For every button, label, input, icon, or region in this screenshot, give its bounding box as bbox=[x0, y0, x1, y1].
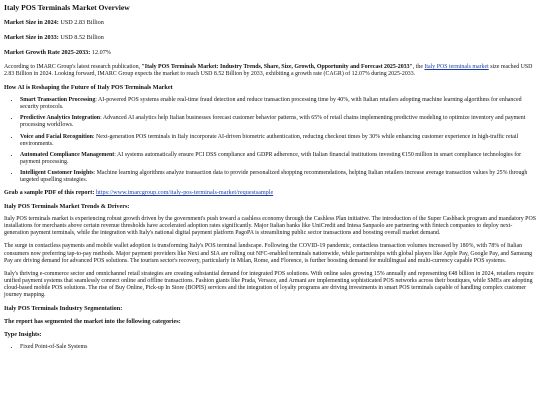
sample-pdf-link[interactable]: https://www.imarcgroup.com/italy-pos-terminals-market/requestsample bbox=[95, 189, 274, 197]
stat-label: Market Size in 2033: bbox=[4, 34, 59, 41]
list-item bbox=[20, 152, 536, 166]
ai-section-heading: How AI is Reshaping the Future of Italy POS Terminals Market bbox=[4, 84, 173, 92]
item-title: Predictive Analytics Integration bbox=[20, 115, 101, 122]
item-text: : AI systems automatically ensure PCI DSS compliance and GDPR adherence, with Italian financial institutions investing €150 million in smart compliance technologies for payment processing. bbox=[20, 151, 522, 165]
stat-value: USD 2.83 Billion bbox=[60, 19, 104, 26]
market-size-2033 bbox=[4, 34, 536, 42]
segmentation-heading: Italy POS Terminals Industry Segmentation: bbox=[4, 305, 123, 313]
item-text: : Machine learning algorithms analyze transaction data to provide personalized shopping recommendations, helping Italian retailers increase average transaction values by 25% through targeted upselling strategies. bbox=[20, 169, 528, 184]
type-list bbox=[4, 344, 536, 351]
item-title: Intelligent Customer Insights bbox=[20, 169, 94, 176]
sample-request bbox=[4, 189, 536, 197]
item-text: : AI-powered POS systems enable real-time fraud detection and reduce transaction processing time by 40%, with Italian retailers adopting machine learning algorithms for enhanced security protocols. bbox=[20, 97, 522, 111]
type-insights-heading: Type Insights: bbox=[4, 331, 42, 339]
ai-list bbox=[4, 97, 536, 184]
market-growth-rate bbox=[4, 49, 536, 57]
market-size-2024 bbox=[4, 19, 536, 27]
trends-heading: Italy POS Terminals Market Trends & Drivers: bbox=[4, 203, 130, 211]
intro-text: According to IMARC Group's latest research publication, bbox=[4, 64, 142, 70]
market-report-link[interactable]: Italy POS terminals market bbox=[424, 64, 489, 70]
stat-value: 12.07% bbox=[91, 49, 111, 56]
stat-label: Market Growth Rate 2025-2033: bbox=[4, 49, 91, 56]
list-item bbox=[20, 97, 536, 111]
intro-text: , the bbox=[412, 64, 425, 70]
segmentation-intro: The report has segmented the market into the following categories: bbox=[4, 318, 181, 326]
list-item: • Fixed Point-of-Sale Systems bbox=[20, 344, 536, 351]
stat-label: Market Size in 2024: bbox=[4, 19, 59, 26]
item-title: Automated Compliance Management bbox=[20, 151, 115, 158]
intro-text: size reached USD 2.83 Billion in 2024. Looking forward, IMARC Group expects the market to reach USD 8.52 Billion by 2033, exhibiting a growth rate (CAGR) of 12.07% during 2025-2033. bbox=[4, 64, 533, 78]
list-item bbox=[20, 115, 536, 129]
sample-label: Grab a sample PDF of this report: bbox=[4, 189, 95, 197]
item-title: Voice and Facial Recognition bbox=[20, 133, 93, 140]
trends-paragraph: Italy POS terminals market is experiencing robust growth driven by the government's push toward a cashless economy through the Cashless Plan initiative. The introduction of the Super Cashback program and mandatory POS installations for merchants above certain revenue thresholds have accelerated adoption rates significantly. Major Italian banks like UniCredit and Intesa Sanpaolo are partnering with fintech companies to deploy next-generation payment terminals, while the integration with Italy's national digital payment platform PagoPA is streamlining public sector transactions and boosting overall market demand. bbox=[4, 216, 536, 237]
trends-paragraph: The surge in contactless payments and mobile wallet adoption is transforming Italy's POS terminal landscape. Following the COVID-19 pandemic, contactless transaction volumes increased by 180%, with 78% of Italian consumers now preferring tap-to-pay methods. Major payment providers like Nexi and SIA are rolling out NFC-enabled terminals nationwide, while partnerships with global players like Apple Pay, Google Pay, and Samsung Pay are driving demand for advanced POS solutions. The tourism sector's recovery, particularly in Milan, Rome, and Florence, is further boosting demand for multilingual and multi-currency capable POS systems. bbox=[4, 243, 533, 264]
report-title: "Italy POS Terminals Market: Industry Trends, Share, Size, Growth, Opportunity and Forecast 2025-2033" bbox=[141, 64, 413, 70]
item-title: Smart Transaction Processing bbox=[20, 97, 96, 104]
page-title: Italy POS Terminals Market Overview bbox=[4, 3, 130, 12]
trends-paragraph: Italy's thriving e-commerce sector and omnichannel retail strategies are creating substantial demand for integrated POS solutions. With online sales growing 15% annually and representing €48 billion in 2024, retailers require unified payment systems that seamlessly connect online and offline transactions. Fashion giants like Prada, Versace, and Armani are implementing sophisticated POS networks across their boutiques, while SMEs are adopting cloud-based mobile POS solutions. The rise of Buy Online, Pick-up In Store (BOPIS) services and the integration of loyalty programs are driving investments in smart POS terminals capable of handling complex customer journey mapping. bbox=[4, 270, 534, 298]
item-text: : Advanced AI analytics help Italian businesses forecast customer behavior patterns, with 65% of retail chains implementing predictive modeling to optimize inventory and payment processing workflows. bbox=[20, 115, 526, 129]
list-item bbox=[20, 134, 536, 148]
stat-value: USD 8.52 Billion bbox=[60, 34, 104, 41]
item-text: : Next-generation POS terminals in Italy incorporate AI-driven biometric authentication, reducing checkout times by 30% while enhancing customer experience in high-traffic retail environments. bbox=[20, 133, 519, 147]
list-item bbox=[20, 170, 536, 184]
intro-paragraph bbox=[4, 64, 536, 78]
